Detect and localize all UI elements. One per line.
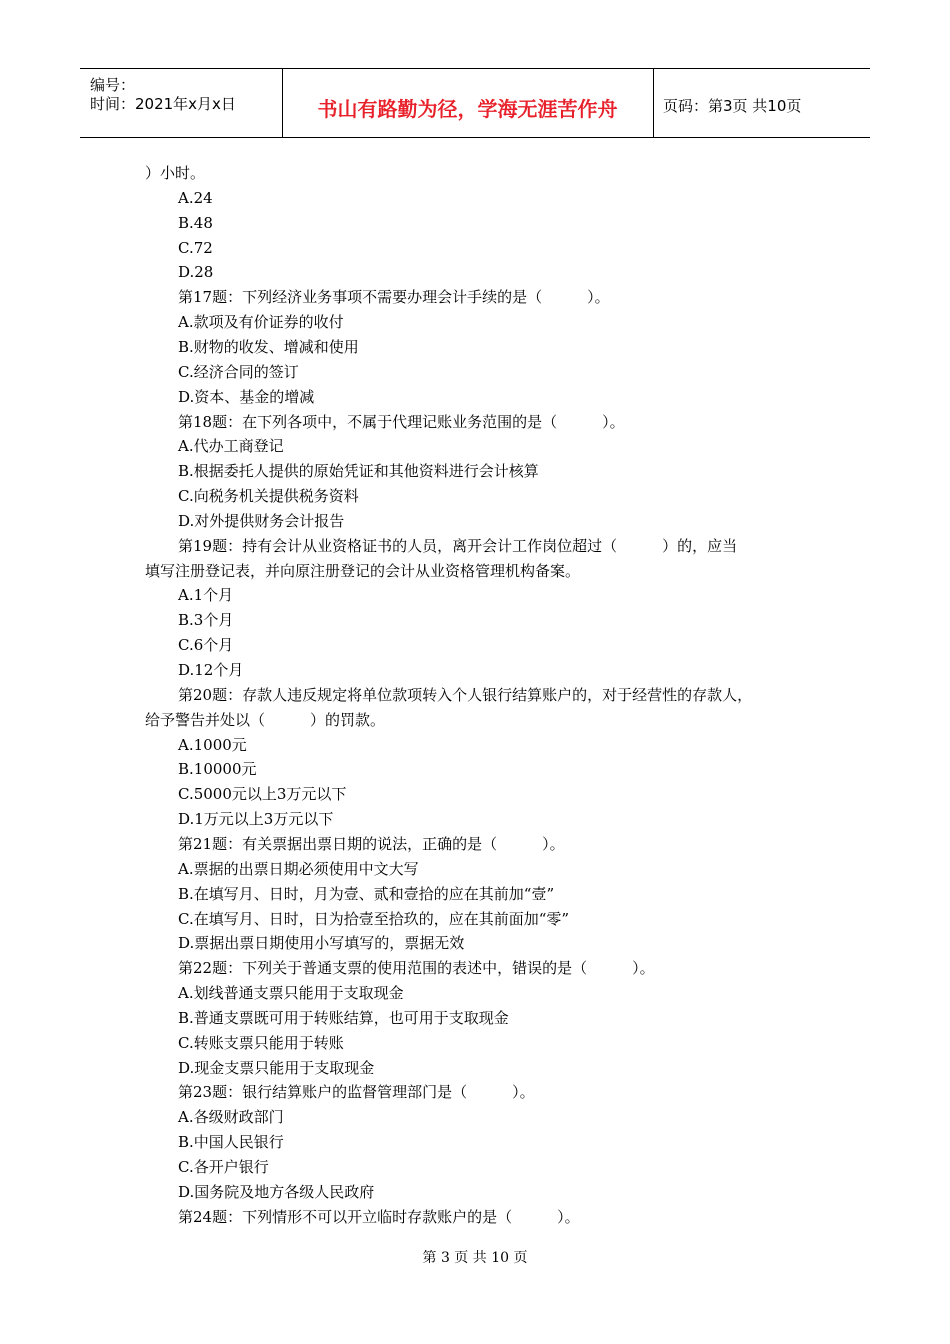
question-text-line: ）小时。 xyxy=(145,164,206,182)
question-text-line: 填写注册登记表，并向原注册登记的会计从业资格管理机构备案。 xyxy=(145,561,581,580)
question-stem: 第17题：下列经济业务事项不需要办理会计手续的是（ ）。 xyxy=(178,288,610,307)
answer-option: B.普通支票既可用于转账结算，也可用于支取现金 xyxy=(178,1008,509,1027)
question-stem: 第21题：有关票据出票日期的说法，正确的是（ ）。 xyxy=(178,834,565,853)
answer-option: B.在填写月、日时，月为壹、贰和壹拾的应在其前加“壹” xyxy=(178,884,555,903)
answer-option: A.各级财政部门 xyxy=(178,1108,284,1127)
question-stem: 第22题：下列关于普通支票的使用范围的表述中，错误的是（ ）。 xyxy=(178,959,655,978)
answer-option: D.现金支票只能用于支取现金 xyxy=(178,1058,375,1077)
question-stem: 第18题：在下列各项中，不属于代理记账业务范围的是（ ）。 xyxy=(178,412,625,431)
answer-option: A.划线普通支票只能用于支取现金 xyxy=(178,984,404,1003)
answer-option: C.经济合同的签订 xyxy=(178,362,299,381)
answer-option: D.12个月 xyxy=(178,661,244,679)
answer-option: A.1000元 xyxy=(178,735,247,754)
document-code-label: 编号： xyxy=(90,76,136,94)
header-motto-cell xyxy=(282,69,654,137)
answer-option: A.1个月 xyxy=(178,586,234,605)
header-motto: 书山有路勤为径，学海无涯苦作舟 xyxy=(317,97,618,121)
answer-option: A.代办工商登记 xyxy=(178,437,284,456)
answer-option: A.票据的出票日期必须使用中文大写 xyxy=(178,859,419,878)
answer-option: C.转账支票只能用于转账 xyxy=(178,1033,344,1052)
answer-option: D.对外提供财务会计报告 xyxy=(178,511,345,530)
answer-option: B.中国人民银行 xyxy=(178,1133,284,1152)
answer-option: D.国务院及地方各级人民政府 xyxy=(178,1182,375,1201)
answer-option: D.28 xyxy=(178,263,214,282)
page-header xyxy=(80,68,870,138)
answer-option: A.24 xyxy=(178,188,213,207)
answer-option: C.5000元以上3万元以下 xyxy=(178,785,347,804)
question-stem: 第19题：持有会计从业资格证书的人员，离开会计工作岗位超过（ ）的，应当 xyxy=(178,536,738,555)
question-stem: 第24题：下列情形不可以开立临时存款账户的是（ ）。 xyxy=(178,1207,580,1226)
header-page-number: 页码：第3页 共10页 xyxy=(663,97,802,115)
question-text-line: 给予警告并处以（ ）的罚款。 xyxy=(145,710,386,729)
answer-option: C.向税务机关提供税务资料 xyxy=(178,487,359,506)
answer-option: C.各开户银行 xyxy=(178,1158,269,1176)
header-meta-cell xyxy=(80,69,283,137)
answer-option: B.48 xyxy=(178,213,213,232)
answer-option: B.3个月 xyxy=(178,611,234,630)
page-footer: 第 3 页 共 10 页 xyxy=(422,1250,528,1266)
answer-option: C.在填写月、日时，日为拾壹至拾玖的，应在其前面加“零” xyxy=(178,909,570,928)
answer-option: B.10000元 xyxy=(178,760,257,779)
answer-option: C.6个月 xyxy=(178,636,234,655)
answer-option: B.根据委托人提供的原始凭证和其他资料进行会计核算 xyxy=(178,462,539,481)
answer-option: C.72 xyxy=(178,238,213,257)
answer-option: A.款项及有价证券的收付 xyxy=(178,313,344,332)
answer-option: D.资本、基金的增减 xyxy=(178,387,315,406)
answer-option: D.1万元以上3万元以下 xyxy=(178,810,334,829)
answer-option: D.票据出票日期使用小写填写的，票据无效 xyxy=(178,934,465,953)
answer-option: B.财物的收发、增减和使用 xyxy=(178,337,359,356)
header-page-cell xyxy=(653,69,870,137)
document-time-label: 时间：2021年x月x日 xyxy=(90,95,236,113)
question-stem: 第23题：银行结算账户的监督管理部门是（ ）。 xyxy=(178,1083,535,1102)
question-stem: 第20题：存款人违反规定将单位款项转入个人银行结算账户的，对于经营性的存款人， xyxy=(178,685,753,704)
